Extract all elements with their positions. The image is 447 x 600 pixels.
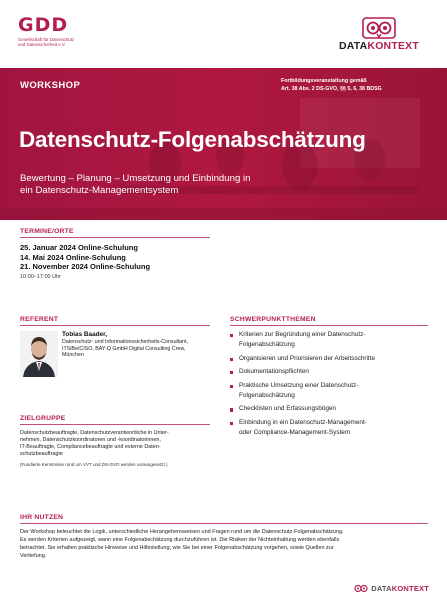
topic-line1: Einbindung in ein Datenschutz-Management-: [239, 418, 367, 426]
zielgruppe-heading: ZIELGRUPPE: [20, 415, 66, 422]
list-item: [230, 354, 428, 364]
hero-banner: [0, 68, 447, 220]
referent-avatar: [20, 331, 58, 377]
date-item-3: 21. November 2024 Online-Schulung: [20, 262, 151, 271]
page-header: [0, 0, 447, 68]
zielgruppe-line1: Datenschutzbeauftragte, Datenschutzverantwortliche in Unter-: [20, 430, 169, 436]
gdd-logo-sub-line2: und Datensicherheit e.V.: [18, 42, 66, 48]
gdd-logo-letters: GDD: [18, 14, 69, 36]
nutzen-line3: betrachtet. Sie erhalten praktische Hinweise und Hilfestellung, wie Sie bei einer Folgenabschätzung vorgehen, sowie Quellen zur: [20, 544, 334, 551]
page-title: Datenschutz-Folgenabschätzung: [19, 127, 366, 152]
square-bullet-icon: [230, 422, 233, 425]
termine-section: [20, 228, 210, 280]
datakontext-data: DATA: [339, 40, 368, 52]
schwerpunkte-section: [230, 316, 428, 442]
zielgruppe-line3: IT-Beauftragte, Compliancebeauftragte und externe Daten-: [20, 444, 161, 450]
zielgruppe-note: (Fundierte Kenntnisse rund um VVT und DS-GVO werden vorausgesetzt.): [20, 462, 168, 467]
square-bullet-icon: [230, 385, 233, 388]
referent-text: [62, 331, 212, 359]
square-bullet-icon: [230, 358, 233, 361]
square-bullet-icon: [230, 334, 233, 337]
termine-heading: TERMINE/ORTE: [20, 228, 74, 235]
nutzen-text: [20, 529, 428, 561]
nutzen-line4: Vertiefung.: [20, 552, 47, 559]
referent-desc-line2: ITSiBe/CISO, BAY-Q GmbH Digital Consulting Crew,: [62, 345, 186, 352]
referent-heading: REFERENT: [20, 316, 59, 323]
zielgruppe-section: [20, 415, 210, 467]
fortbildung-line2: Art. 38 Abs. 2 DS-GVO, §§ 5, 6, 38 BDSG: [281, 85, 382, 92]
date-item-2: 14. Mai 2024 Online-Schulung: [20, 252, 126, 262]
termine-divider: [20, 237, 210, 238]
nutzen-section: [20, 514, 428, 561]
subtitle-line1: Bewertung – Planung – Umsetzung und Einbindung in: [20, 173, 251, 184]
nutzen-line1: Der Workshop beleuchtet die Logik, unterschiedliche Herangehensweisen und Fragen rund um die Datenschutz-Folgenabschätzung.: [20, 529, 344, 535]
topic-list: [230, 330, 428, 439]
datakontext-logo: [331, 17, 427, 52]
topic-line2: Folgenabschätzung: [239, 392, 295, 400]
subtitle-line2: ein Datenschutz-Managementsystem: [20, 185, 179, 196]
footer-data: DATA: [371, 584, 392, 593]
referent-desc-line3: München: [62, 352, 84, 359]
square-bullet-icon: [230, 371, 233, 374]
referent-section: [20, 316, 210, 383]
schwerpunkte-heading: SCHWERPUNKTTHEMEN: [230, 316, 316, 323]
page-subtitle: [20, 173, 360, 197]
time-range: 10:00–17:00 Uhr: [20, 273, 61, 280]
date-item-1: 25. Januar 2024 Online-Schulung: [20, 243, 138, 252]
zielgruppe-text: [20, 430, 210, 458]
schwerpunkte-divider: [230, 325, 428, 326]
topic-line2: oder Compliance-Management-System: [239, 429, 351, 437]
list-item: [230, 404, 428, 414]
topic-line2: Folgenabschätzung: [239, 341, 295, 349]
zielgruppe-divider: [20, 424, 210, 425]
date-list: [20, 243, 210, 272]
list-item: [230, 367, 428, 377]
footer-kontext: KONTEXT: [391, 584, 429, 593]
gdd-logo: [18, 16, 74, 48]
topic-line1: Organisieren und Priorisieren der Arbeitsschritte: [239, 354, 376, 362]
datakontext-kontext: KONTEXT: [367, 40, 419, 52]
referent-divider: [20, 325, 210, 326]
footer-wordmark: [371, 584, 429, 593]
list-item: [230, 330, 428, 351]
fortbildung-note: [281, 78, 431, 93]
referent-name: Tobias Baader,: [62, 331, 107, 338]
gdd-logo-sub-line1: Gesellschaft für Datenschutz: [18, 37, 75, 42]
zielgruppe-line2: nehmen, Datenschutzkoordinatoren und -koordinatorinnen,: [20, 437, 161, 443]
workshop-label: WORKSHOP: [20, 80, 81, 91]
topic-line1: Praktische Umsetzung einer Datenschutz-: [239, 381, 359, 389]
list-item: [230, 381, 428, 402]
owl-icon: [362, 17, 396, 39]
square-bullet-icon: [230, 408, 233, 411]
referent-body: [20, 331, 210, 383]
nutzen-line2: Es werden Kriterien aufgezeigt, wann eine Folgenabschätzung durchzuführen ist. Die Risiken der Nichteinhaltung werden ebenfalls: [20, 536, 340, 543]
topic-line1: Dokumentationspflichten: [239, 368, 309, 376]
gdd-logo-subtitle: [18, 37, 74, 48]
page-footer: [354, 584, 429, 593]
owl-icon: [354, 584, 368, 593]
datakontext-wordmark: [331, 40, 427, 52]
topic-line1: Kriterien zur Begründung einer Datenschutz-: [239, 331, 366, 338]
nutzen-divider: [20, 523, 428, 524]
list-item: [230, 418, 428, 439]
nutzen-heading: IHR NUTZEN: [20, 514, 64, 521]
fortbildung-line1: Fortbildungsveranstaltung gemäß: [281, 78, 367, 84]
zielgruppe-line4: schutzbeauftragte: [20, 451, 63, 457]
referent-desc-line1: Datenschutz- und Informationssicherheits-Consultant,: [62, 339, 189, 345]
topic-line1: Checklisten und Erfassungsbögen: [239, 405, 336, 413]
